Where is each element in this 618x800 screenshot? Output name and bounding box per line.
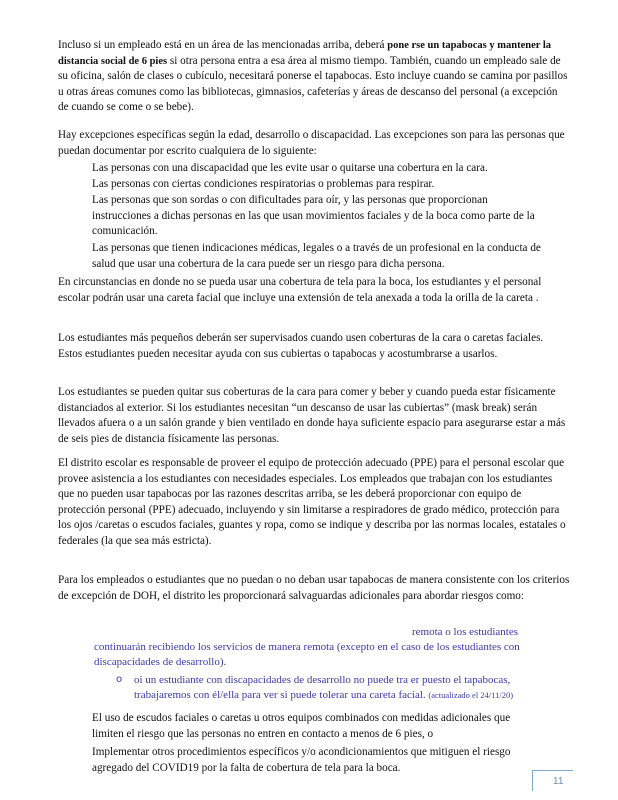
paragraph-mask-break: Los estudiantes se pueden quitar sus coberturas de la cara para comer y beber y cuando pueda estar físicamente distanciados al exterior. Si los estudiantes necesitan “un descanso de usar las cubiertas” (mask break) serán llevados afuera o a un salón grande y bien ventilado en donde haya suficiente espacio para asegurarse estar a más de seis pies de distancia físicamente las personas. xyxy=(58,386,566,445)
paragraph-mask-areas xyxy=(58,38,570,116)
circle-bullet-icon: o xyxy=(116,674,123,685)
remote-text: remota o los estudiantes xyxy=(412,626,519,638)
list-item: Las personas que son sordas o con dificultades para oír, y las personas que proporcionan instrucciones a dichas personas en las que usan movimientos faciales y de la boca como parte de la comunicación. xyxy=(92,194,535,237)
paragraph-ppe: El distrito escolar es responsable de proveer el equipo de protección adecuado (PPE) para el personal escolar que provee asistencia a los estudiantes con necesidades especiales. Los empleados que trabajan con los estudiantes que no pueden usar tapabocas por las razones descritas arriba, se les deberá proporcionar con equipo de protección personal (PPE) adecuado, incluyendo y sin limitarse a respiradores de grado médico, protección para los ojos /caretas o escudos faciales, guantes y ropa, como se indique y describa por las normas locales, estatales o federales (la que sea más estricta). xyxy=(58,457,566,547)
list-item: Las personas con una discapacidad que les evite usar o quitarse una cobertura en la cara. xyxy=(92,162,488,174)
face-shield-tolerance-text: oi un estudiante con discapacidades de desarrollo no puede tra er puesto el tapabocas, trabajaremos con él/ella para ver si puede tolerar una careta facial. (actualizado el 24/11/20) xyxy=(134,674,514,701)
paragraph-safeguards-intro: Para los empleados o estudiantes que no puedan o no deban usar tapabocas de manera consistente con los criterios de excepción de DOH, el distrito les proporcionará salvaguardas adicionales para abordar riesgos como: xyxy=(58,574,570,602)
list-item: Implementar otros procedimientos específicos y/o acondicionamientos que mitiguen el riesgo agregado del COVID19 por la falta de cobertura de tela para la boca. xyxy=(92,746,511,774)
paragraph-text: Incluso si un empleado está en un área de las mencionadas arriba, deberá xyxy=(58,39,388,51)
paragraph-exceptions-intro: Hay excepciones específicas según la edad, desarrollo o discapacidad. Las excepciones son para las personas que puedan documentar por escrito cualquiera de lo siguiente: xyxy=(58,129,565,157)
paragraph-text: si otra persona entra a esa área al mismo tiempo. También, cuando un empleado sale de su oficina, salón de clases o cubículo, necesitará ponerse el tapabocas. Esto incluye cuando se camina por pasillos u otras áreas comunes como las bibliotecas, gimnasios, cafeterías y áreas de descanso del personal (a excepción de cuando se come o se bebe). xyxy=(58,54,568,113)
list-item: Las personas que tienen indicaciones médicas, legales o a través de un profesional en la conducta de salud que usar una cobertura de la cara puede ser un riesgo para dicha persona. xyxy=(92,242,541,270)
paragraph-face-shield: En circunstancias en donde no se pueda usar una cobertura de tela para la boca, los estudiantes y el personal escolar podrán usar una careta facial que incluye una extensión de tela anexada a toda la orilla de la careta . xyxy=(58,276,542,304)
update-note: (actualizado el 24/11/20) xyxy=(428,690,514,700)
paragraph-young-students: Los estudiantes más pequeños deberán ser supervisados cuando usen coberturas de la cara o caretas faciales. Estos estudiantes pueden necesitar ayuda con sus cubiertas o tapabocas y acostumbrarse a usarlos. xyxy=(58,332,544,360)
remote-services-text: continuarán recibiendo los servicios de manera remota (excepto en el caso de los estudiantes con discapacidades de desarrollo). xyxy=(94,641,520,668)
list-item: Las personas con ciertas condiciones respiratorias o problemas para respirar. xyxy=(92,178,435,190)
page-number: 11 xyxy=(553,776,564,787)
bold-emphasis: pone rse un tapabocas y mantener la distancia social de 6 pies xyxy=(58,40,552,67)
list-item: El uso de escudos faciales o caretas u otros equipos combinados con medidas adicionales que limiten el riesgo que las personas no entren en contacto a menos de 6 pies, o xyxy=(92,712,511,740)
